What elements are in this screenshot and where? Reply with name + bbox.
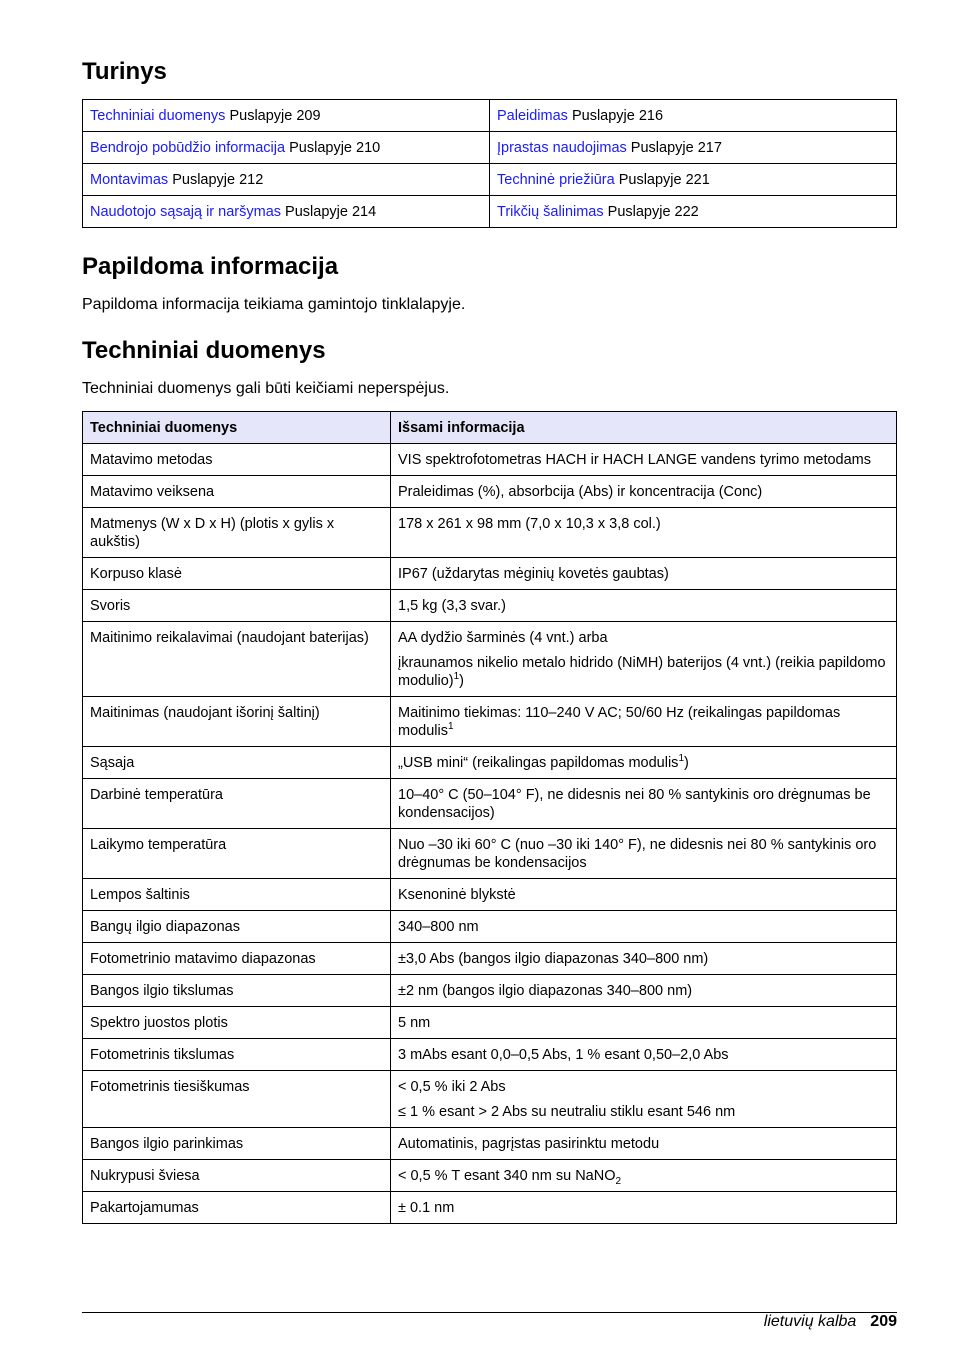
toc-table bbox=[82, 99, 897, 228]
spec-value-suffix: ) bbox=[684, 755, 689, 771]
spec-row bbox=[83, 943, 897, 975]
spec-value: 5 nm bbox=[398, 1015, 431, 1031]
spec-value-cell bbox=[391, 943, 897, 975]
spec-value-line bbox=[398, 754, 889, 772]
spec-value: VIS spektrofotometras HACH ir HACH LANGE vandens tyrimo metodams bbox=[398, 452, 872, 468]
spec-value: Automatinis, pagrįstas pasirinktu metodu bbox=[398, 1136, 660, 1152]
spec-value-cell bbox=[391, 829, 897, 879]
toc-link[interactable]: Trikčių šalinimas bbox=[497, 203, 604, 220]
spec-value-line bbox=[398, 1103, 889, 1121]
toc-cell bbox=[490, 196, 897, 228]
toc-cell bbox=[83, 100, 490, 132]
spec-value-line bbox=[398, 1199, 889, 1217]
toc-row bbox=[83, 164, 897, 196]
specs-title: Techniniai duomenys bbox=[82, 337, 326, 364]
spec-value-cell bbox=[391, 911, 897, 943]
spec-value-suffix: ) bbox=[459, 673, 465, 689]
spec-value: 1,5 kg (3,3 svar.) bbox=[398, 598, 506, 614]
spec-value: ±2 nm (bangos ilgio diapazonas 340–800 nm) bbox=[398, 983, 693, 999]
footer-page-number: 209 bbox=[870, 1313, 897, 1330]
spec-value-cell bbox=[391, 444, 897, 476]
spec-value: AA dydžio šarminės (4 vnt.) arba bbox=[398, 630, 608, 646]
specs-header-col2: Išsami informacija bbox=[391, 412, 897, 444]
spec-value-line bbox=[398, 704, 889, 740]
specs-intro: Techniniai duomenys gali būti keičiami neperspėjus. bbox=[82, 380, 450, 397]
spec-value-cell bbox=[391, 1039, 897, 1071]
toc-page-ref: Puslapyje 214 bbox=[285, 203, 377, 220]
toc-cell bbox=[490, 100, 897, 132]
spec-value-cell bbox=[391, 1071, 897, 1128]
toc-link[interactable]: Montavimas bbox=[90, 171, 169, 188]
spec-name: Maitinimo reikalavimai (naudojant baterijas) bbox=[83, 622, 391, 697]
spec-value-line bbox=[398, 918, 889, 936]
spec-name: Bangos ilgio tikslumas bbox=[83, 975, 391, 1007]
toc-cell bbox=[490, 132, 897, 164]
spec-name: Fotometrinio matavimo diapazonas bbox=[83, 943, 391, 975]
spec-row bbox=[83, 1192, 897, 1224]
spec-row bbox=[83, 1071, 897, 1128]
toc-page-ref: Puslapyje 216 bbox=[571, 107, 664, 124]
spec-row bbox=[83, 476, 897, 508]
spec-row bbox=[83, 1160, 897, 1192]
spec-value-cell bbox=[391, 1128, 897, 1160]
spec-value-line bbox=[398, 982, 889, 1000]
spec-value-cell bbox=[391, 476, 897, 508]
spec-name: Lempos šaltinis bbox=[83, 879, 391, 911]
spec-name: Laikymo temperatūra bbox=[83, 829, 391, 879]
spec-value-line bbox=[398, 515, 889, 533]
spec-row bbox=[83, 779, 897, 829]
spec-name: Maitinimas (naudojant išorinį šaltinį) bbox=[83, 697, 391, 747]
spec-value-line bbox=[398, 836, 889, 872]
spec-name: Nukrypusi šviesa bbox=[83, 1160, 391, 1192]
spec-name: Matmenys (W x D x H) (plotis x gylis x aukštis) bbox=[83, 508, 391, 558]
spec-value: 10–40° C (50–104° F), ne didesnis nei 80 % santykinis oro drėgnumas be kondensacijos) bbox=[398, 787, 871, 821]
spec-name: Matavimo veiksena bbox=[83, 476, 391, 508]
toc-page-ref: Puslapyje 217 bbox=[630, 139, 722, 156]
spec-row bbox=[83, 508, 897, 558]
spec-row bbox=[83, 558, 897, 590]
spec-value: Maitinimo tiekimas: 110–240 V AC; 50/60 Hz (reikalingas papildomas modulis bbox=[398, 705, 841, 739]
spec-value-cell bbox=[391, 975, 897, 1007]
spec-name: Bangos ilgio parinkimas bbox=[83, 1128, 391, 1160]
subscript: 2 bbox=[615, 1175, 622, 1187]
spec-value: IP67 (uždarytas mėginių kovetės gaubtas) bbox=[398, 566, 669, 582]
spec-row bbox=[83, 590, 897, 622]
spec-value: < 0,5 % iki 2 Abs bbox=[398, 1079, 506, 1095]
spec-row bbox=[83, 1128, 897, 1160]
spec-row bbox=[83, 444, 897, 476]
spec-name: Sąsaja bbox=[83, 747, 391, 779]
spec-value-line bbox=[398, 565, 889, 583]
toc-page-ref: Puslapyje 212 bbox=[172, 171, 264, 188]
additional-info-title: Papildoma informacija bbox=[82, 253, 339, 280]
spec-value: ± 0.1 nm bbox=[398, 1200, 455, 1216]
toc-row bbox=[83, 196, 897, 228]
toc-row bbox=[83, 100, 897, 132]
spec-value-cell bbox=[391, 779, 897, 829]
footnote-marker: 1 bbox=[447, 721, 454, 733]
spec-name: Fotometrinis tikslumas bbox=[83, 1039, 391, 1071]
spec-value-line bbox=[398, 950, 889, 968]
specs-header-row bbox=[83, 412, 897, 444]
spec-value-line bbox=[398, 1167, 889, 1185]
specs-header-col1: Techniniai duomenys bbox=[83, 412, 391, 444]
spec-value: ±3,0 Abs (bangos ilgio diapazonas 340–800 nm) bbox=[398, 951, 709, 967]
spec-value-cell bbox=[391, 1160, 897, 1192]
toc-link[interactable]: Bendrojo pobūdžio informacija bbox=[90, 139, 286, 156]
spec-value: Nuo –30 iki 60° C (nuo –30 iki 140° F), ne didesnis nei 80 % santykinis oro drėgnumas be kondensacijos bbox=[398, 837, 877, 871]
spec-value-cell bbox=[391, 590, 897, 622]
toc-cell bbox=[490, 164, 897, 196]
spec-value-cell bbox=[391, 622, 897, 697]
spec-value: Ksenoninė blykstė bbox=[398, 887, 516, 903]
spec-value-line bbox=[398, 1046, 889, 1064]
spec-value-line bbox=[398, 886, 889, 904]
spec-value: < 0,5 % T esant 340 nm su NaNO bbox=[398, 1168, 616, 1184]
spec-value-line bbox=[398, 654, 889, 690]
spec-row bbox=[83, 1007, 897, 1039]
spec-value: 178 x 261 x 98 mm (7,0 x 10,3 x 3,8 col.) bbox=[398, 516, 661, 532]
spec-row bbox=[83, 747, 897, 779]
additional-info-text: Papildoma informacija teikiama gamintojo tinklalapyje. bbox=[82, 296, 466, 313]
spec-value: „USB mini“ (reikalingas papildomas modulis bbox=[398, 755, 679, 771]
spec-value-cell bbox=[391, 1007, 897, 1039]
footer-language: lietuvių kalba bbox=[763, 1313, 857, 1330]
specs-table bbox=[82, 411, 897, 1224]
toc-page-ref: Puslapyje 221 bbox=[618, 171, 710, 188]
spec-name: Pakartojamumas bbox=[83, 1192, 391, 1224]
spec-value-line bbox=[398, 451, 889, 469]
spec-value-cell bbox=[391, 558, 897, 590]
spec-value-line bbox=[398, 1014, 889, 1032]
toc-cell bbox=[83, 132, 490, 164]
toc-link[interactable]: Techninė priežiūra bbox=[497, 171, 615, 188]
toc-page-ref: Puslapyje 210 bbox=[289, 139, 381, 156]
spec-value-line bbox=[398, 786, 889, 822]
toc-link[interactable]: Įprastas naudojimas bbox=[497, 139, 627, 156]
spec-value-line bbox=[398, 1078, 889, 1096]
spec-value-secondary: įkraunamos nikelio metalo hidrido (NiMH) baterijos (4 vnt.) (reikia papildomo modulio) bbox=[398, 655, 886, 689]
spec-name: Darbinė temperatūra bbox=[83, 779, 391, 829]
toc-cell bbox=[83, 164, 490, 196]
spec-value-cell bbox=[391, 508, 897, 558]
spec-value-line bbox=[398, 597, 889, 615]
spec-name: Spektro juostos plotis bbox=[83, 1007, 391, 1039]
footer bbox=[764, 1313, 897, 1331]
spec-name: Bangų ilgio diapazonas bbox=[83, 911, 391, 943]
spec-value-line bbox=[398, 483, 889, 501]
spec-value-secondary: ≤ 1 % esant > 2 Abs su neutraliu stiklu esant 546 nm bbox=[398, 1104, 736, 1120]
toc-link[interactable]: Techniniai duomenys bbox=[90, 107, 226, 124]
toc-page-ref: Puslapyje 209 bbox=[229, 107, 321, 124]
spec-value-cell bbox=[391, 697, 897, 747]
spec-value: Praleidimas (%), absorbcija (Abs) ir koncentracija (Conc) bbox=[398, 484, 763, 500]
footnote-marker: 1 bbox=[453, 671, 460, 683]
toc-link[interactable]: Naudotojo sąsają ir naršymas bbox=[90, 203, 282, 220]
spec-name: Matavimo metodas bbox=[83, 444, 391, 476]
spec-row bbox=[83, 975, 897, 1007]
spec-value-cell bbox=[391, 1192, 897, 1224]
spec-name: Svoris bbox=[83, 590, 391, 622]
spec-row bbox=[83, 879, 897, 911]
spec-value-line bbox=[398, 629, 889, 647]
toc-page-ref: Puslapyje 222 bbox=[607, 203, 699, 220]
spec-row bbox=[83, 829, 897, 879]
spec-row bbox=[83, 911, 897, 943]
spec-value: 3 mAbs esant 0,0–0,5 Abs, 1 % esant 0,50–2,0 Abs bbox=[398, 1047, 729, 1063]
toc-row bbox=[83, 132, 897, 164]
spec-value: 340–800 nm bbox=[398, 919, 479, 935]
spec-value-cell bbox=[391, 879, 897, 911]
toc-title: Turinys bbox=[82, 58, 167, 85]
footnote-marker: 1 bbox=[678, 753, 684, 765]
spec-row bbox=[83, 622, 897, 697]
spec-row bbox=[83, 1039, 897, 1071]
spec-name: Korpuso klasė bbox=[83, 558, 391, 590]
toc-link[interactable]: Paleidimas bbox=[497, 107, 568, 124]
spec-name: Fotometrinis tiesiškumas bbox=[83, 1071, 391, 1128]
spec-value-line bbox=[398, 1135, 889, 1153]
toc-cell bbox=[83, 196, 490, 228]
spec-value-cell bbox=[391, 747, 897, 779]
spec-row bbox=[83, 697, 897, 747]
